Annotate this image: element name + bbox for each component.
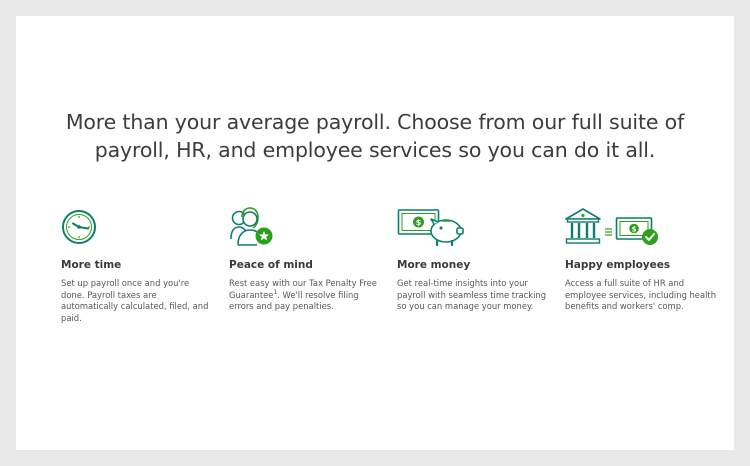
description-text: Rest easy with our Tax Penalty Free Guarantee [229, 278, 377, 300]
description-text-continued: . We'll resolve filing errors and pay penalties. [229, 289, 359, 312]
feature-description: Access a full suite of HR and employee services, including health benefits and workers' comp. [565, 278, 717, 312]
people-badge-icon [229, 206, 275, 248]
money-piggy-bank-icon [397, 206, 467, 248]
svg-text:$: $ [415, 218, 422, 228]
page-headline [0, 108, 750, 164]
headline-line-1: More than your average payroll. Choose from our full suite of [65, 110, 685, 134]
feature-description [229, 278, 381, 313]
feature-title: Happy employees [565, 259, 671, 271]
feature-description: Set up payroll once and you're done. Payroll taxes are automatically calculated, filed, and paid. [61, 278, 209, 323]
feature-title: More time [61, 259, 122, 271]
footnote-marker[interactable]: 1 [273, 288, 278, 296]
feature-title: Peace of mind [229, 259, 313, 271]
clock-icon [61, 206, 101, 248]
headline-line-2: payroll, HR, and employee services so you can do it all. [94, 138, 656, 162]
feature-title: More money [397, 259, 471, 271]
feature-description: Get real-time insights into your payroll with seamless time tracking so you can manage your money. [397, 278, 547, 312]
bank-money-check-icon [565, 206, 661, 248]
svg-text:$: $ [631, 225, 637, 234]
